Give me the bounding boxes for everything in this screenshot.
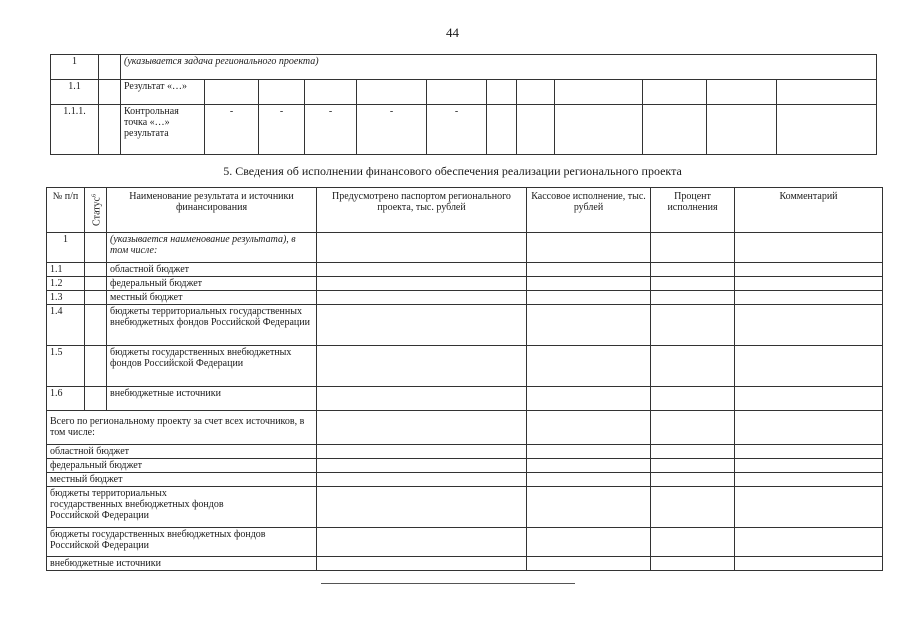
row-number: 1.6 [47, 387, 85, 411]
total-row [47, 411, 883, 445]
total-row [47, 528, 883, 557]
section-title: 5. Сведения об исполнении финансового обеспечения реализации регионального проекта [223, 164, 682, 178]
header-row [47, 188, 883, 233]
row-number: 1.3 [47, 291, 85, 305]
finance-table [46, 187, 883, 571]
header-status [85, 188, 107, 233]
header-percent: Процент исполнения [651, 188, 735, 233]
row-number: 1.1 [51, 80, 99, 105]
header-cash: Кассовое исполнение, тыс. рублей [527, 188, 651, 233]
row-name: внебюджетные источники [107, 387, 317, 411]
row-name: областной бюджет [107, 263, 317, 277]
header-num: № п/п [47, 188, 85, 233]
row-number: 1.4 [47, 305, 85, 346]
table-row [47, 291, 883, 305]
table-row [47, 305, 883, 346]
row-number: 1.2 [47, 277, 85, 291]
table-row [51, 55, 877, 80]
row-number: 1.1 [47, 263, 85, 277]
header-comment: Комментарий [735, 188, 883, 233]
table-row [47, 346, 883, 387]
status-label: Статус [91, 197, 103, 226]
dash-cell: - [259, 105, 305, 155]
footnote-marker: 6 [90, 194, 97, 198]
checkpoint-label: Контрольная точка «…» результата [121, 105, 205, 155]
total-row [47, 445, 883, 459]
page-number: 44 [446, 25, 459, 40]
row-name: бюджеты государственных внебюджетных фондов Российской Федерации [107, 346, 317, 387]
row-number: 1 [47, 233, 85, 263]
total-source-label: внебюджетные источники [47, 557, 317, 571]
table-row [47, 387, 883, 411]
total-source-label: федеральный бюджет [47, 459, 317, 473]
row-name: бюджеты территориальных государственных внебюджетных фондов Российской Федерации [107, 305, 317, 346]
total-source-label: местный бюджет [47, 473, 317, 487]
total-label: Всего по региональному проекту за счет всех источников, в том числе: [47, 411, 317, 445]
total-source-label: бюджеты государственных внебюджетных фондов Российской Федерации [47, 528, 317, 557]
header-name: Наименование результата и источники финансирования [107, 188, 317, 233]
task-placeholder: (указывается задача регионального проекта) [121, 55, 877, 80]
row-number: 1.5 [47, 346, 85, 387]
footnote-separator [321, 583, 575, 584]
row-name: (указывается наименование результата), в том числе: [107, 233, 317, 263]
dash-cell: - [427, 105, 487, 155]
header-planned: Предусмотрено паспортом регионального проекта, тыс. рублей [317, 188, 527, 233]
dash-cell: - [205, 105, 259, 155]
total-row [47, 459, 883, 473]
total-row [47, 557, 883, 571]
row-number: 1 [51, 55, 99, 80]
total-source-label: областной бюджет [47, 445, 317, 459]
total-source-label: бюджеты территориальных государственных внебюджетных фондов Российской Федерации [47, 487, 317, 528]
table-row [47, 263, 883, 277]
dash-cell: - [357, 105, 427, 155]
row-name: федеральный бюджет [107, 277, 317, 291]
upper-table [50, 54, 877, 155]
row-number: 1.1.1. [51, 105, 99, 155]
result-label: Результат «…» [121, 80, 205, 105]
table-row [47, 233, 883, 263]
table-row [51, 80, 877, 105]
dash-cell: - [305, 105, 357, 155]
table-row [51, 105, 877, 155]
table-row [47, 277, 883, 291]
total-row [47, 473, 883, 487]
row-name: местный бюджет [107, 291, 317, 305]
total-row [47, 487, 883, 528]
